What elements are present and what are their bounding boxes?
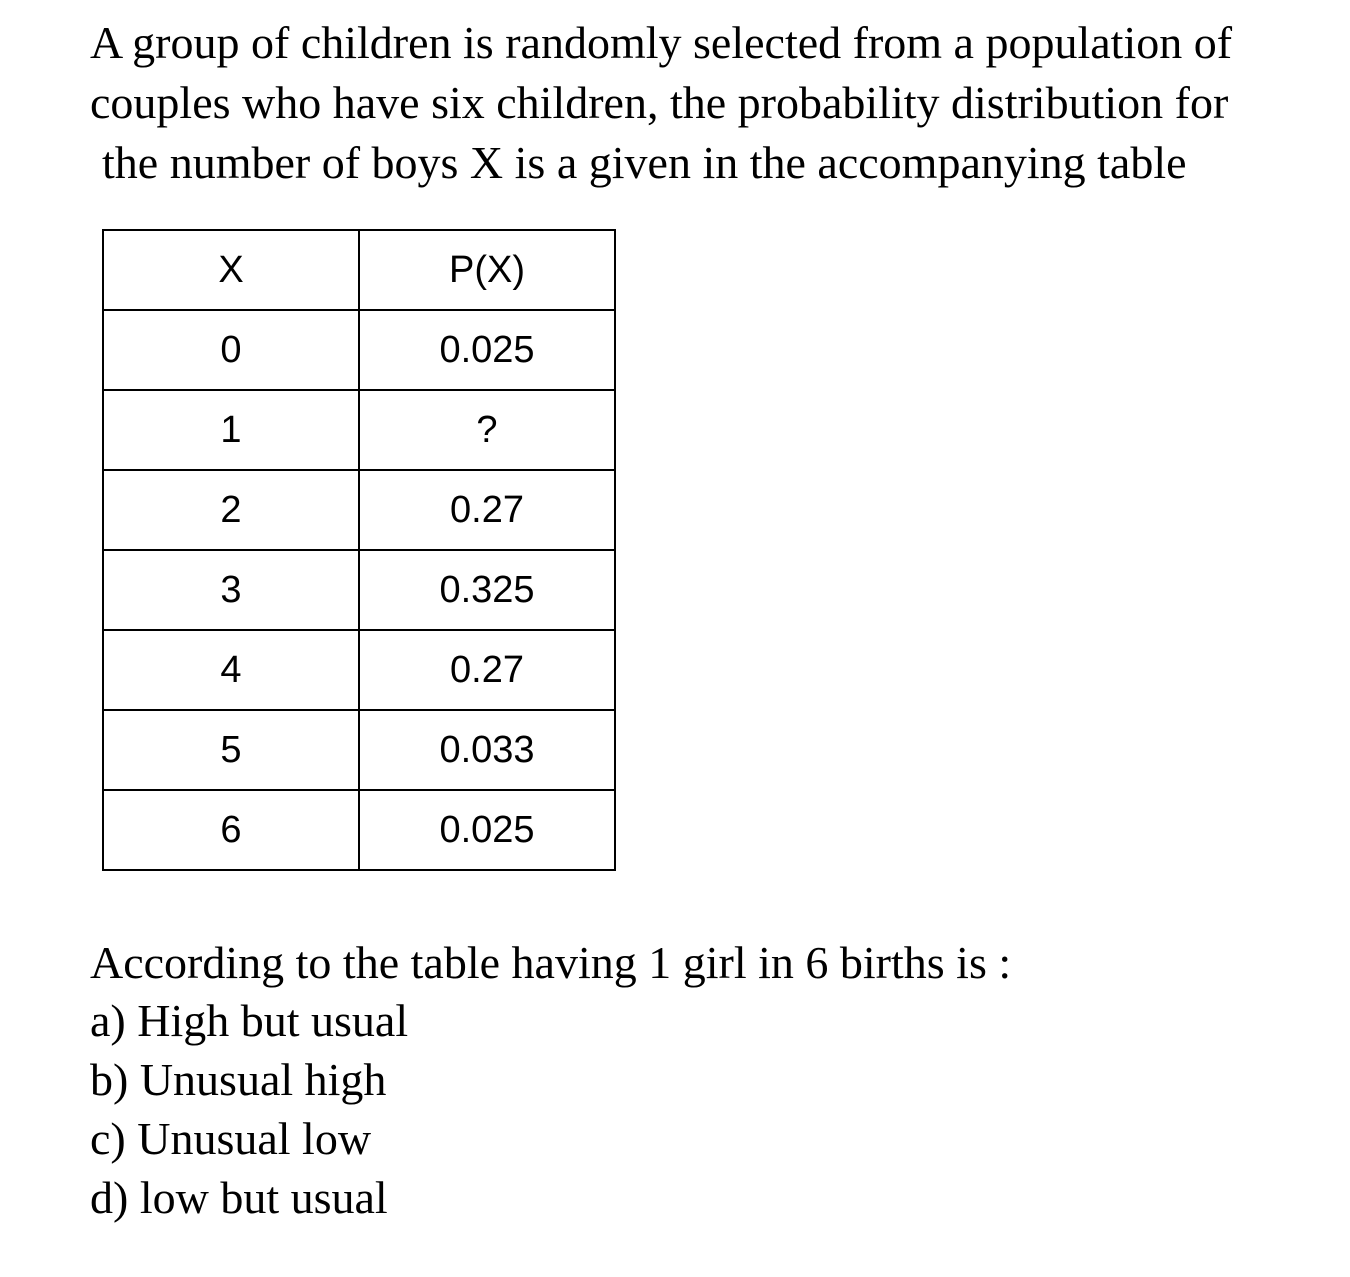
cell-x: 2 [103,470,359,550]
header-px: P(X) [359,230,615,310]
table-header-row [103,230,615,310]
table-row [103,630,615,710]
cell-px: 0.27 [359,630,615,710]
question-prompt: According to the table having 1 girl in 6 births is : [90,937,1012,988]
intro-line-1: A group of children is randomly selected from a population of [90,17,1233,68]
cell-x: 5 [103,710,359,790]
intro-line-3: the number of boys X is a given in the accompanying table [102,137,1187,188]
table-row [103,790,615,870]
cell-px: 0.025 [359,790,615,870]
option-a: a) High but usual [90,995,409,1046]
cell-x: 0 [103,310,359,390]
cell-px: ? [359,390,615,470]
option-d: d) low but usual [90,1172,388,1223]
cell-x: 6 [103,790,359,870]
cell-x: 4 [103,630,359,710]
cell-px: 0.27 [359,470,615,550]
cell-px: 0.025 [359,310,615,390]
probability-distribution-table [102,229,616,871]
cell-x: 1 [103,390,359,470]
option-b: b) Unusual high [90,1054,387,1105]
cell-px: 0.325 [359,550,615,630]
cell-px: 0.033 [359,710,615,790]
table-row [103,550,615,630]
cell-x: 3 [103,550,359,630]
table-row [103,390,615,470]
intro-line-2: couples who have six children, the probability distribution for [90,77,1229,128]
header-x: X [103,230,359,310]
option-c: c) Unusual low [90,1113,372,1164]
table-row [103,710,615,790]
table-row [103,470,615,550]
table-row [103,310,615,390]
